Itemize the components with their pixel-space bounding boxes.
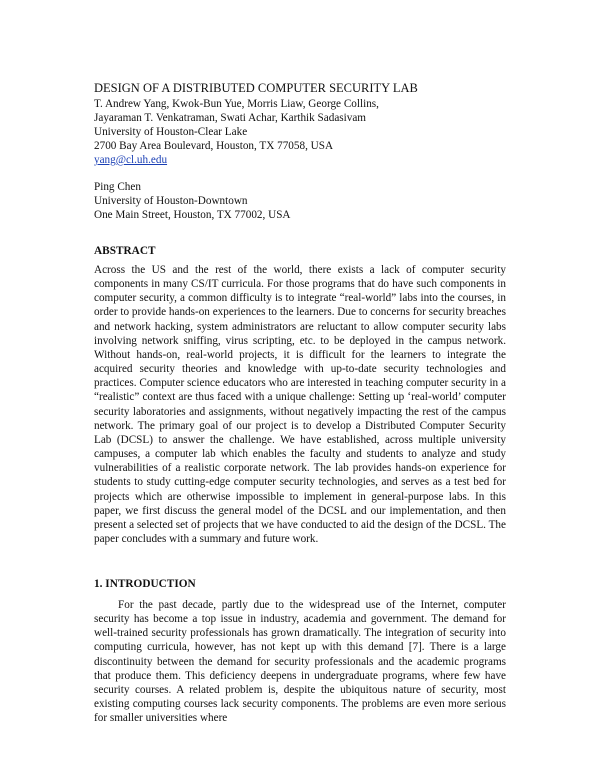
- introduction-text: For the past decade, partly due to the widespread use of the Internet, computer security has become a top issue in industry, academia and government. The demand for well-trained security professionals has grown dramatically. The integration of security into computing curricula, however, has not kept up with this demand [7]. There is a large discontinuity between the demand for security professionals and the academic programs that produce them. This deficiency deepens in undergraduate programs, where few have security courses. A related problem is, despite the ubiquitous nature of security, most existing computing courses lack security components. The problems are even more serious for smaller universities where: [94, 599, 506, 725]
- affiliation-line: University of Houston-Clear Lake: [94, 126, 248, 138]
- author-line: Jayaraman T. Venkatraman, Swati Achar, Karthik Sadasivam: [94, 112, 367, 124]
- email-link[interactable]: yang@cl.uh.edu: [94, 154, 168, 166]
- abstract-text: Across the US and the rest of the world, there exists a lack of computer security components in many CS/IT curricula. For those programs that do have such components in computer security, a common difficulty is to integrate “real-world” labs into the courses, in order to provide hands-on experiences to the learners. Due to concerns for security breaches and network hacking, system administrators are reluctant to allow computer security labs involving network sniffing, virus scripting, etc. to be deployed in the campus network. Without hands-on, real-world projects, it is difficult for the learners to integrate the acquired security theories and knowledge with up-to-date security technologies and practices. Computer science educators who are interested in teaching computer security in a “realistic” context are thus faced with a unique challenge: Setting up ‘real-world’ computer security laboratories and assignments, without negatively impacting the rest of the campus network. The primary goal of our project is to develop a Distributed Computer Security Lab (DCSL) to answer the challenge. We have established, across multiple university campuses, a computer lab which enables the faculty and students to analyze and study vulnerabilities of a realistic corporate network. The lab provides hands-on experience for students to study cutting-edge computer security technologies, and serves as a test bed for projects which are otherwise impossible to implement in general-purpose labs. In this paper, we first discuss the general model of the DCSL and our implementation, and then present a selected set of projects that we have conducted to aid the design of the DCSL. The paper concludes with a summary and future work.: [94, 264, 506, 545]
- introduction-heading: 1. INTRODUCTION: [94, 578, 196, 590]
- abstract-heading: ABSTRACT: [94, 245, 156, 257]
- paper-title: DESIGN OF A DISTRIBUTED COMPUTER SECURITY LAB: [94, 81, 418, 95]
- affiliation-line: University of Houston-Downtown: [94, 195, 248, 207]
- author-line: T. Andrew Yang, Kwok-Bun Yue, Morris Liaw, George Collins,: [94, 98, 379, 110]
- address-line: One Main Street, Houston, TX 77002, USA: [94, 209, 291, 221]
- address-line: 2700 Bay Area Boulevard, Houston, TX 77058, USA: [94, 140, 334, 152]
- author-line: Ping Chen: [94, 181, 141, 193]
